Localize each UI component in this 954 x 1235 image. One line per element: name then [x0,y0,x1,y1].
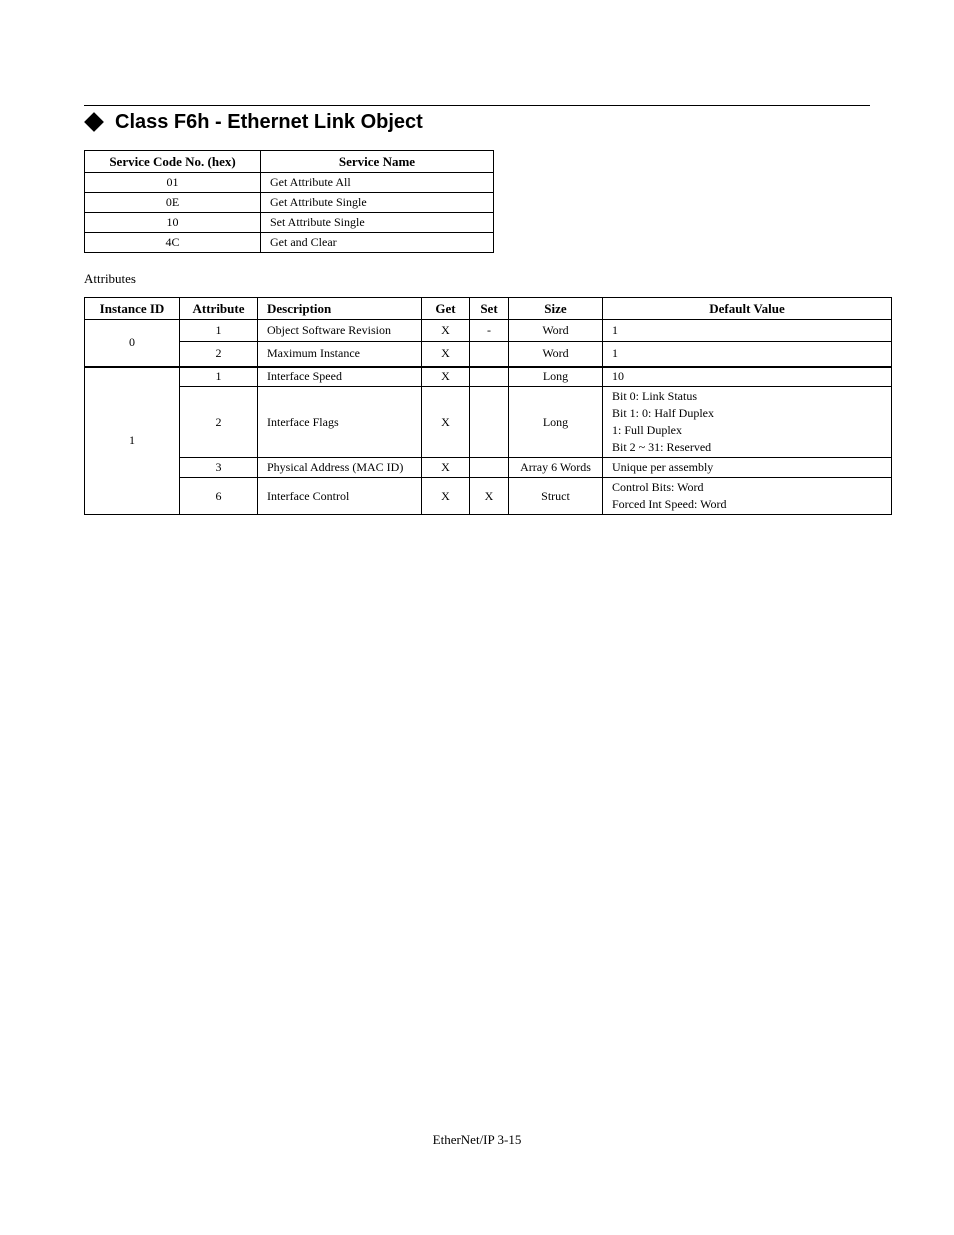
table-row [85,233,494,253]
header-set: Set [470,298,509,320]
service-code-cell: 4C [85,233,261,253]
get-cell: X [422,387,470,458]
default-value-cell: 10 [603,367,892,387]
table-row [85,458,892,478]
table-row [85,342,892,367]
attributes-label: Attributes [84,271,136,286]
description-cell: Interface Flags [258,387,422,458]
description-cell: Object Software Revision [258,320,422,342]
set-cell [470,342,509,367]
instance-id-cell: 0 [85,320,180,367]
instance-id-cell: 1 [85,367,180,515]
service-code-cell: 01 [85,173,261,193]
table-row [85,387,892,458]
get-cell: X [422,320,470,342]
section-title: Class F6h - Ethernet Link Object [115,110,423,133]
top-rule [84,105,870,106]
header-service-code: Service Code No. (hex) [85,151,261,173]
attribute-cell: 6 [180,478,258,515]
size-cell: Struct [509,478,603,515]
default-value-line: Bit 1: 0: Half Duplex [612,406,714,420]
set-cell: - [470,320,509,342]
table-row [85,213,494,233]
table-row [85,320,892,342]
default-value-cell: 1 [603,320,892,342]
size-cell: Word [509,320,603,342]
set-cell [470,367,509,387]
header-get: Get [422,298,470,320]
default-value-line: Bit 2 ~ 31: Reserved [612,440,712,454]
attribute-table-header [85,298,892,320]
default-value-line: Forced Int Speed: Word [612,497,727,511]
header-service-name: Service Name [261,151,494,173]
default-value-line: Control Bits: Word [612,480,704,494]
page-footer: EtherNet/IP 3-15 [432,1132,522,1147]
table-row [85,173,494,193]
table-row [85,478,892,515]
description-cell: Physical Address (MAC ID) [258,458,422,478]
attribute-cell: 1 [180,320,258,342]
attribute-cell: 2 [180,342,258,367]
header-instance-id: Instance ID [85,298,180,320]
service-table-header [85,151,494,173]
service-code-cell: 0E [85,193,261,213]
set-cell: X [470,478,509,515]
service-name-cell: Set Attribute Single [261,213,494,233]
get-cell: X [422,342,470,367]
service-name-cell: Get and Clear [261,233,494,253]
header-size: Size [509,298,603,320]
service-code-cell: 10 [85,213,261,233]
service-name-cell: Get Attribute All [261,173,494,193]
default-value-line: Bit 0: Link Status [612,389,698,403]
size-cell: Array 6 Words [509,458,603,478]
table-row [85,367,892,387]
attribute-cell: 2 [180,387,258,458]
description-cell: Interface Control [258,478,422,515]
size-cell: Long [509,387,603,458]
service-name-cell: Get Attribute Single [261,193,494,213]
attribute-cell: 3 [180,458,258,478]
set-cell [470,458,509,478]
default-value-cell [603,387,892,458]
size-cell: Long [509,367,603,387]
get-cell: X [422,367,470,387]
size-cell: Word [509,342,603,367]
table-row [85,193,494,213]
header-attribute: Attribute [180,298,258,320]
attribute-cell: 1 [180,367,258,387]
header-description: Description [258,298,422,320]
service-code-table [84,150,494,253]
get-cell: X [422,458,470,478]
description-cell: Interface Speed [258,367,422,387]
default-value-cell: 1 [603,342,892,367]
set-cell [470,387,509,458]
header-default-value: Default Value [603,298,892,320]
diamond-bullet-icon [84,112,104,132]
default-value-cell [603,478,892,515]
description-cell: Maximum Instance [258,342,422,367]
default-value-cell: Unique per assembly [603,458,892,478]
get-cell: X [422,478,470,515]
section-heading [84,108,423,136]
default-value-line: 1: Full Duplex [612,423,683,437]
attribute-table [84,297,892,515]
